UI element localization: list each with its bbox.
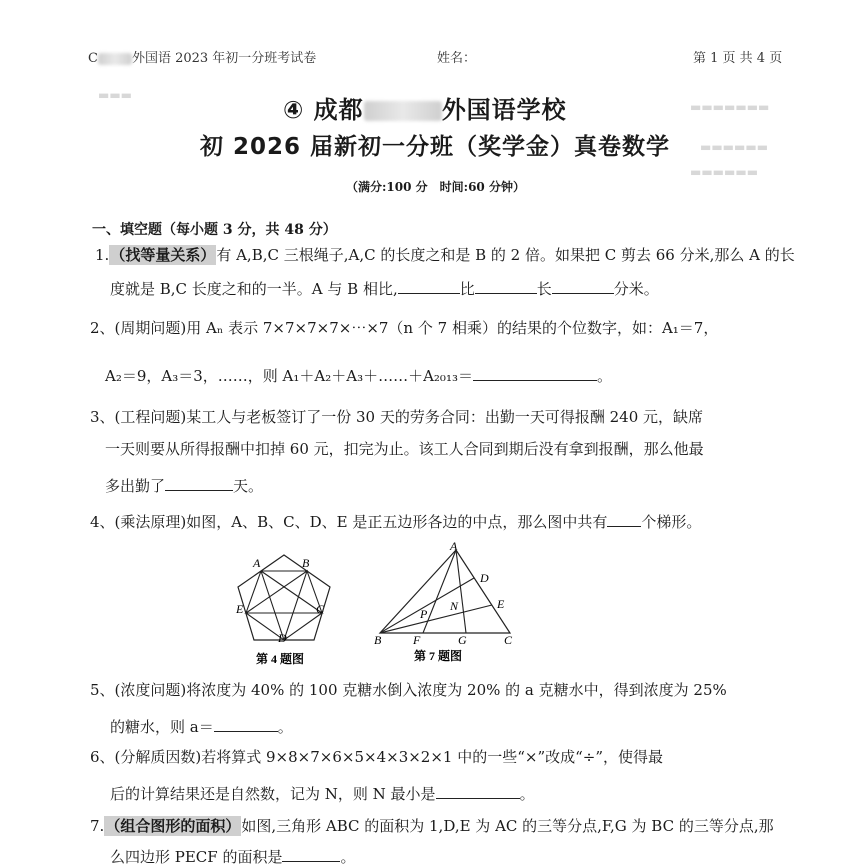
question-2-line-1: 2、(周期问题)用 Aₙ 表示 7×7×7×7×⋯×7（n 个 7 相乘）的结果的个位数字，如：A₁＝7， [90, 319, 719, 337]
fig7-label-a: A [450, 539, 458, 553]
answer-blank[interactable] [552, 279, 614, 294]
question-6-line-1: 6、(分解质因数)若将算式 9×8×7×6×5×4×3×2×1 中的一些“×”改成“÷”，使得最 [90, 748, 664, 766]
answer-blank[interactable] [473, 366, 597, 381]
answer-blank[interactable] [214, 717, 278, 732]
q1-text-d: 分米。 [613, 280, 659, 298]
bleed-through-right-1: ▬▬▬▬▬▬▬ [690, 100, 770, 114]
fig7-label-b: B [374, 633, 382, 647]
q5-text-a: 的糖水，则 a＝ [110, 718, 214, 736]
fig4-label-b: B [302, 556, 310, 570]
question-7-line-2 [110, 847, 355, 865]
figure-7-caption: 第 7 题图 [414, 649, 463, 663]
figure-7-triangle [370, 538, 520, 666]
exam-subtitle: （满分:100 分 时间:60 分钟） [346, 180, 525, 194]
fig4-label-e: E [236, 602, 244, 616]
answer-blank[interactable] [607, 512, 641, 527]
q4-text-b: 个梯形。 [641, 513, 702, 531]
question-3-line-1: 3、(工程问题)某工人与老板签订了一份 30 天的劳务合同：出勤一天可得报酬 240 元，缺席 [90, 408, 704, 426]
question-3-line-2: 一天则要从所得报酬中扣掉 60 元，扣完为止。该工人合同到期后没有拿到报酬，那么他最 [105, 440, 704, 458]
answer-blank[interactable] [165, 476, 233, 491]
q1-text-c: 长 [536, 280, 552, 298]
question-1-line-1 [95, 248, 795, 263]
fig7-label-f: F [413, 633, 421, 647]
answer-blank[interactable] [282, 847, 340, 862]
q2-text-a: A₂＝9，A₃＝3，……，则 A₁＋A₂＋A₃＋……＋A₂₀₁₃＝ [105, 367, 473, 385]
figure-4-caption: 第 4 题图 [256, 652, 305, 666]
question-1-number: 1. [95, 246, 110, 264]
exam-header-left [88, 47, 316, 66]
name-label: 姓名： [437, 51, 477, 66]
bleed-through-left: ▬▬▬ [98, 88, 133, 102]
section-heading: 一、填空题（每小题 3 分，共 48 分） [92, 222, 337, 238]
header-exam-title: 外国语 2023 年初一分班考试卷 [131, 51, 317, 66]
q3-text-b: 天。 [233, 477, 264, 495]
q2-text-b: 。 [596, 367, 612, 385]
figure-4-pentagon [226, 545, 342, 667]
exam-title: 初 2026 届新初一分班（奖学金）真卷数学 [200, 134, 671, 160]
answer-blank[interactable] [436, 784, 520, 799]
q1-text-a: 度就是 B,C 长度之和的一半。A 与 B 相比, [110, 280, 398, 298]
school-title [283, 90, 567, 125]
answer-blank[interactable] [475, 279, 537, 294]
q3-text-a: 多出勤了 [105, 477, 166, 495]
question-7-line-1 [90, 819, 774, 834]
q7-text-a: 么四边形 PECF 的面积是 [110, 848, 283, 866]
question-6-line-2 [110, 784, 535, 802]
q7-text-b: 。 [340, 848, 356, 866]
bleed-through-right-2: ▬▬▬▬▬▬ [700, 140, 769, 154]
answer-blank[interactable] [398, 279, 460, 294]
fig7-label-n: N [450, 599, 459, 613]
redacted-school-name [98, 53, 132, 65]
fig7-label-c: C [504, 633, 513, 647]
school-title-suffix: 外国语学校 [441, 96, 567, 124]
question-7-text: 如图,三角形 ABC 的面积为 1,D,E 为 AC 的三等分点,F,G 为 BC 的三等分点,那 [241, 817, 774, 835]
fig7-label-g: G [458, 633, 467, 647]
page-info: 第 1 页 共 4 页 [693, 51, 783, 66]
fig7-label-e: E [497, 597, 505, 611]
question-1-text: 有 A,B,C 三根绳子,A,C 的长度之和是 B 的 2 倍。如果把 C 剪去 66 分米,那么 A 的长 [216, 246, 795, 264]
question-5-line-1: 5、(浓度问题)将浓度为 40% 的 100 克糖水倒入浓度为 20% 的 a 克糖水中，得到浓度为 25% [90, 681, 727, 699]
fig7-label-d: D [480, 571, 489, 585]
question-4-line-1 [90, 512, 701, 530]
question-5-line-2 [110, 717, 293, 735]
q5-text-b: 。 [277, 718, 293, 736]
q6-text-a: 后的计算结果还是自然数，记为 N，则 N 最小是 [110, 785, 436, 803]
header-prefix: C [88, 51, 98, 66]
question-1-line-2 [110, 279, 659, 297]
question-7-tag: （组合图形的面积） [105, 817, 241, 835]
q4-text-a: 4、(乘法原理)如图，A、B、C、D、E 是正五边形各边的中点，那么图中共有 [90, 513, 608, 531]
bleed-through-right-3: ▬▬▬▬▬▬ [690, 165, 759, 179]
q6-text-b: 。 [519, 785, 535, 803]
fig4-label-a: A [253, 556, 261, 570]
question-2-line-2 [105, 366, 612, 384]
school-title-prefix: ④ 成都 [283, 96, 364, 124]
redacted-school-chars [364, 101, 442, 121]
fig7-label-p: P [420, 607, 428, 621]
question-1-tag: （找等量关系） [110, 246, 216, 264]
question-3-line-3 [105, 476, 263, 494]
fig4-label-c: C [316, 602, 325, 616]
fig4-label-d: D [278, 631, 287, 645]
question-7-number: 7. [90, 817, 105, 835]
q1-text-b: 比 [459, 280, 475, 298]
